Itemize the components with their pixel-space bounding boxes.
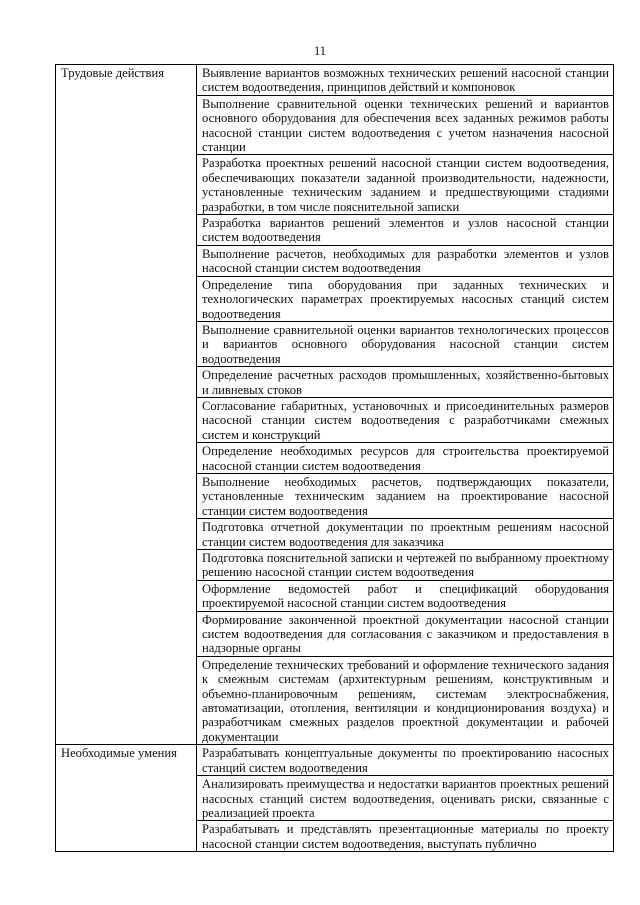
competency-table-body [56, 65, 614, 852]
section-item: Разрабатывать и представлять презентационные материалы по проекту насосной станции систем водоотведения, выступать публично [197, 821, 614, 852]
section-item: Подготовка отчетной документации по проектным решениям насосной станции систем водоотведения для заказчика [197, 519, 614, 550]
section-item: Подготовка пояснительной записки и чертежей по выбранному проектному решению насосной станции систем водоотведения [197, 550, 614, 581]
page-number: 11 [313, 44, 327, 58]
table-row [56, 745, 614, 776]
section-item: Выполнение сравнительной оценки технических решений и вариантов основного оборудования для обеспечения всех заданных режимов работы насосной станции систем водоотведения с учетом назначения насосной станции [197, 95, 614, 155]
section-item: Разрабатывать концептуальные документы по проектированию насосных станций систем водоотведения [197, 745, 614, 776]
section-item: Определение расчетных расходов промышленных, хозяйственно-бытовых и ливневых стоков [197, 367, 614, 398]
section-item: Выполнение сравнительной оценки вариантов технологических процессов и вариантов основного оборудования насосной станции систем водоотведения [197, 321, 614, 366]
section-item: Формирование законченной проектной документации насосной станции систем водоотведения для согласования с заказчиком и предоставления в надзорные органы [197, 611, 614, 656]
section-item: Оформление ведомостей работ и спецификаций оборудования проектируемой насосной станции систем водоотведения [197, 580, 614, 611]
section-label: Необходимые умения [56, 745, 197, 852]
competency-table [55, 64, 614, 852]
section-item: Разработка проектных решений насосной станции систем водоотведения, обеспечивающих показатели заданной производительности, надежности, установленные техническим заданием и предшествующими стадиями разработки, в том числе пояснительной записки [197, 155, 614, 215]
section-item: Согласование габаритных, установочных и присоединительных размеров насосной станции систем водоотведения с разработчиками смежных систем и конструкций [197, 397, 614, 442]
section-item: Определение технических требований и оформление технического задания к смежным системам (архитектурным решениям, конструктивным и объемно-планировочным решениям, системам электроснабжения, автоматизации, отопления, вентиляции и кондиционирования воздуха) и разработчикам смежных разделов проектной документации и рабочей документации [197, 656, 614, 744]
table-row [56, 65, 614, 96]
section-item: Выполнение необходимых расчетов, подтверждающих показатели, установленные техническим заданием на проектирование насосной станции систем водоотведения [197, 473, 614, 518]
section-item: Определение типа оборудования при заданных технических и технологических параметрах проектируемых насосных станций систем водоотведения [197, 276, 614, 321]
section-item: Определение необходимых ресурсов для строительства проектируемой насосной станции систем водоотведения [197, 443, 614, 474]
section-item: Выполнение расчетов, необходимых для разработки элементов и узлов насосной станции систем водоотведения [197, 245, 614, 276]
section-item: Анализировать преимущества и недостатки вариантов проектных решений насосных станций систем водоотведения, оценивать риски, связанные с реализацией проекта [197, 776, 614, 821]
section-label: Трудовые действия [56, 65, 197, 745]
section-item: Разработка вариантов решений элементов и узлов насосной станции систем водоотведения [197, 215, 614, 246]
section-item: Выявление вариантов возможных технических решений насосной станции систем водоотведения, принципов действий и компоновок [197, 65, 614, 96]
